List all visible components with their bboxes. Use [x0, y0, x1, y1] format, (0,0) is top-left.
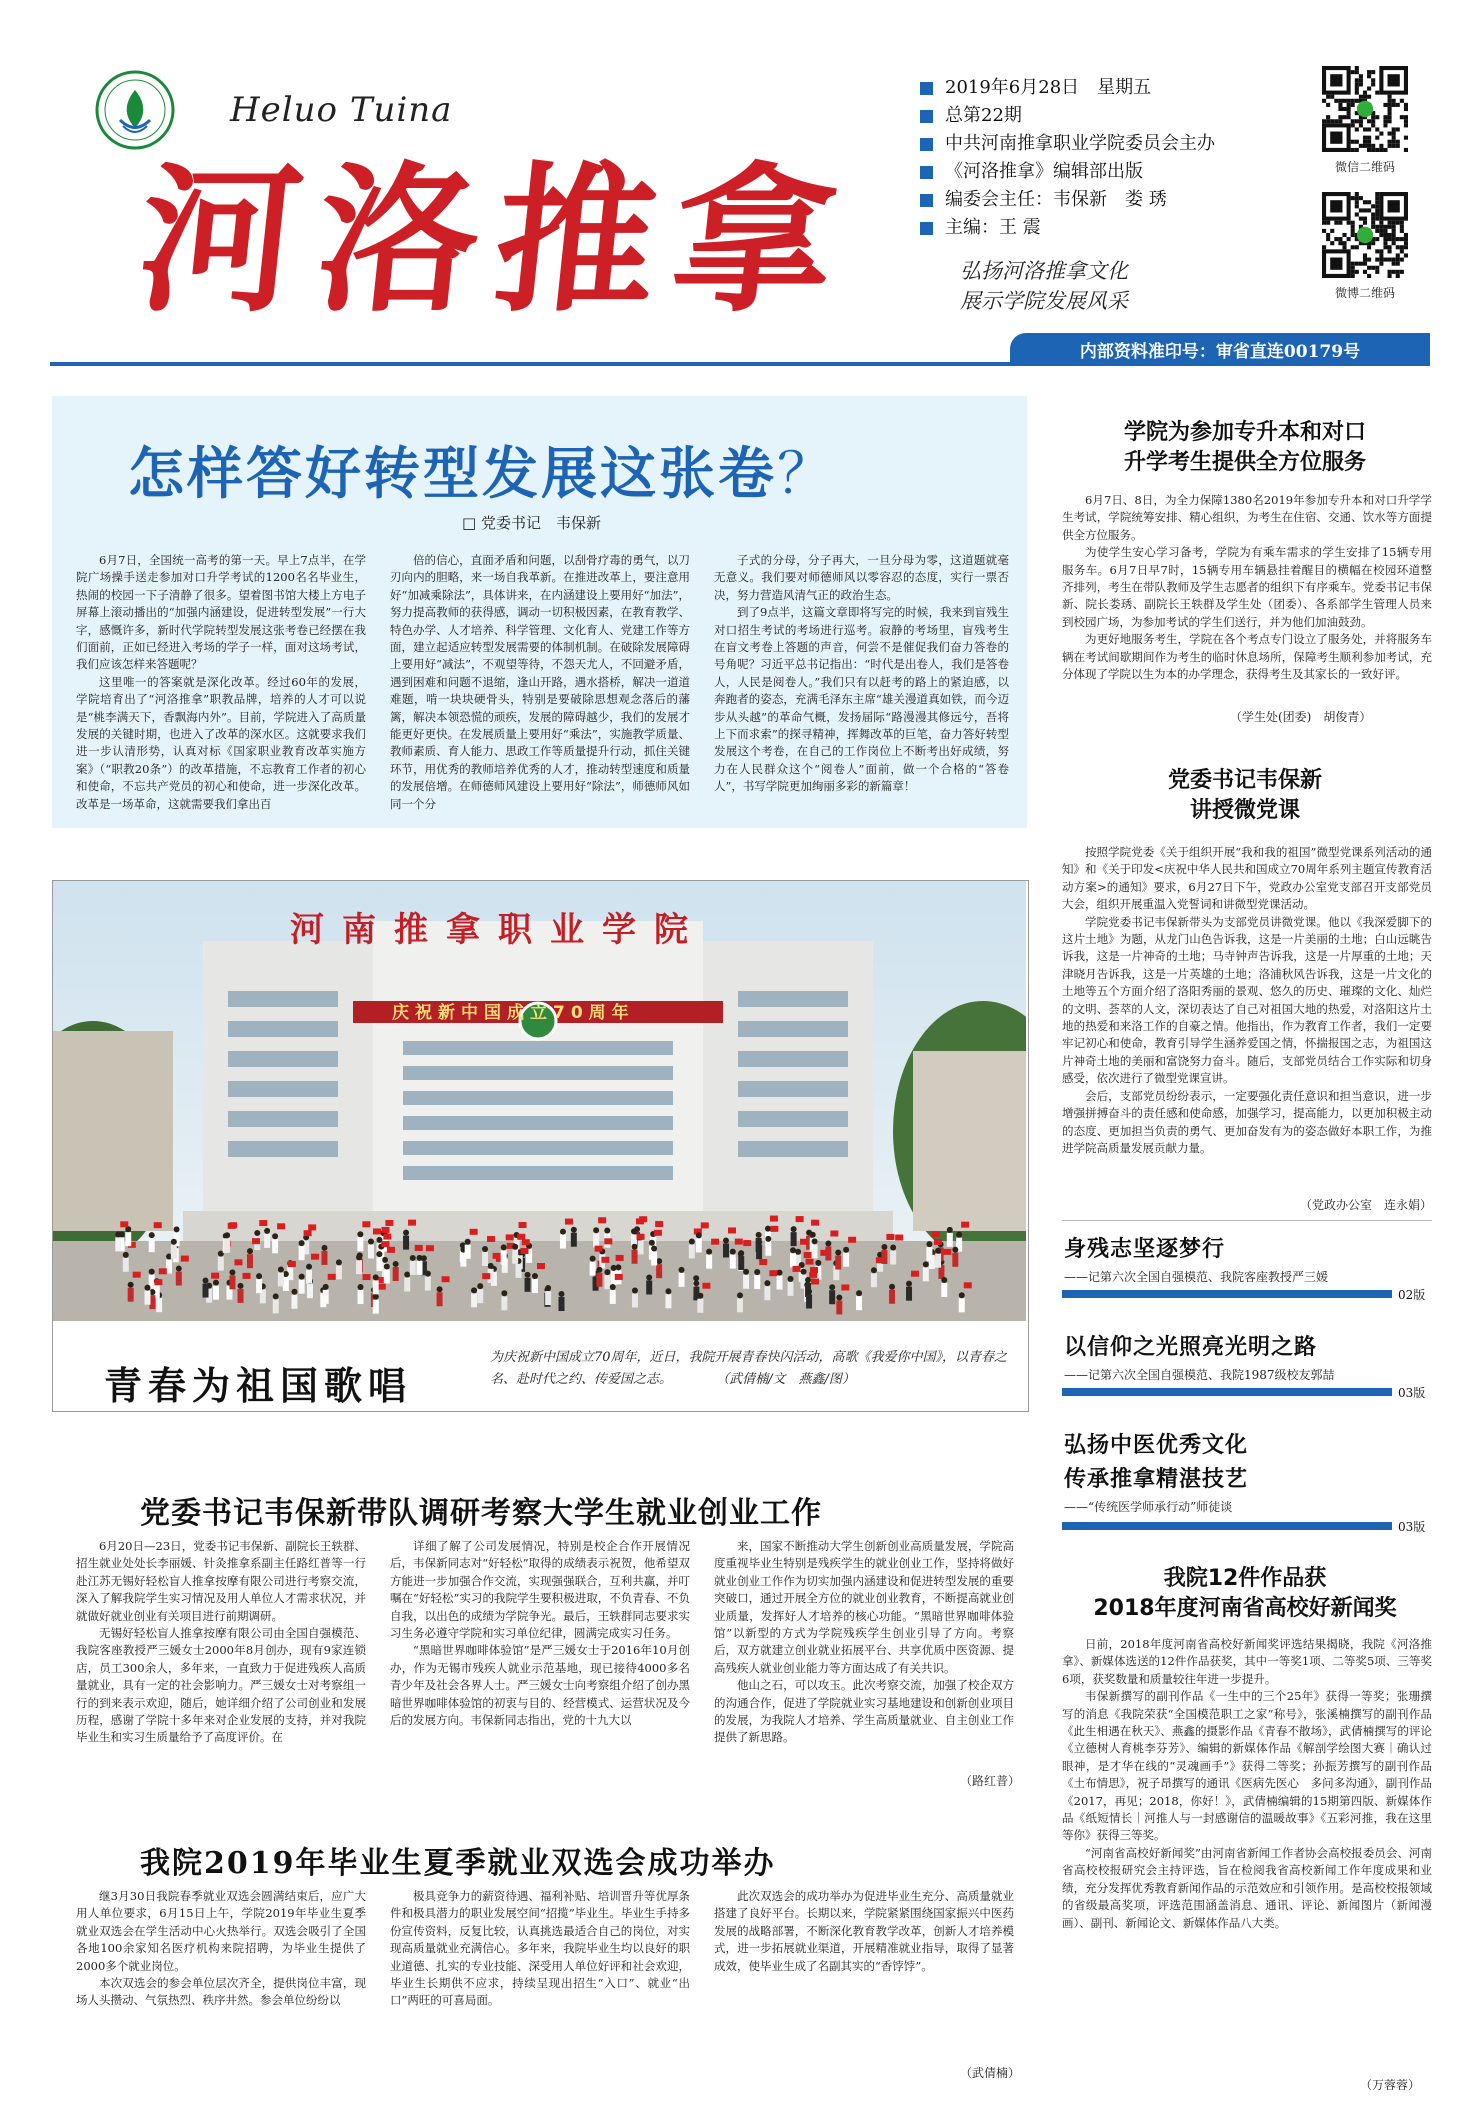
lead-byline: □ 党委书记 韦保新 [462, 514, 601, 532]
article-2-column-2 [390, 1538, 690, 1729]
paragraph: 6月7日，全国统一高考的第一天。早上7点半，在学院广场操手送走参加对口升学考试的1200名名毕业生，热闹的校园一下子清静了很多。望着图书馆大楼上方电子屏幕上滚动播出的“加强内涵建设，促进转型发展”一行大字，感慨许多，新时代学院转型发展这张考卷已经摆在我们面前，正如已经进入考场的学子一样，面对这场考试，我们应该怎样来答题呢？ [76, 553, 366, 672]
article-2-column-3 [714, 1538, 1014, 1747]
lead-column-1 [76, 552, 366, 813]
article-3-headline: 我院2019年毕业生夏季就业双选会成功举办 [140, 1846, 776, 1881]
issue-info-row [920, 158, 1215, 186]
article-3-credit: （武倩楠） [960, 2066, 1021, 2080]
teaser-3-subtitle: ——“传统医学师承行动”师徒谈 [1064, 1500, 1233, 1514]
right-article-2-headline-line-2: 讲授微党课 [1189, 798, 1300, 823]
right-article-1-headline [1060, 418, 1430, 478]
weibo-qr-code [1322, 192, 1408, 278]
right-article-1-credit: （学生处(团委) 胡俊青） [1230, 710, 1372, 724]
bullet-square-icon [920, 82, 933, 95]
right-article-2-body [1062, 844, 1432, 1157]
paragraph: 6月20日—23日，党委书记韦保新、副院长王轶群、招生就业处处长李丽媛、针灸推拿系副主任路红普等一行赴江苏无锡好轻松盲人推拿按摩有限公司进行考察交流，深入了解我院学生实习情况及用人单位人才需求状况，并就做好就业创业有关项目进行前期调研。 [76, 1539, 366, 1623]
paragraph: 为更好地服务考生，学院在各个考点专门设立了服务处，并将服务车辆在考试间歇期间作为考生的临时休息场所，保障考生顺利参加考试，充分体现了学院以生为本的办学理念，获得考生及其家长的一致好评。 [1062, 632, 1432, 682]
paragraph: 继3月30日我院春季就业双选会圆满结束后，应广大用人单位要求，6月15日上午，学院2019年毕业生夏季就业双选会在学生活动中心火热举行。双选会吸引了全国各地100余家知名医疗机构来院招聘，为毕业生提供了2000多个就业岗位。 [76, 1889, 366, 1973]
bullet-square-icon [920, 138, 933, 151]
issue-info-text: 《河洛推拿》编辑部出版 [945, 161, 1143, 182]
photo-caption-text: 为庆祝新中国成立70周年，近日，我院开展青春快闪活动，高歌《我爱你中国》，以青春之名、赴时代之约、传爱国之志。 [490, 1350, 1008, 1387]
paragraph: 为使学生安心学习备考，学院为有乘车需求的学生安排了15辆专用服务车。6月7日早7时，15辆专用车辆悬挂着醒目的横幅在校园环道整齐排列，考生在带队教师及学生志愿者的组织下有序乘车。党委书记韦保新、院长娄琇、副院长王轶群及学生处（团委）、各系部学生管理人员来到校园广场，为参加考试的学生们送行，并为他们加油鼓劲。 [1062, 545, 1432, 629]
right-article-3-body [1062, 1636, 1432, 1932]
paragraph: 详细了解了公司发展情况，特别是校企合作开展情况后，韦保新同志对“好轻松”取得的成绩表示祝贺，他希望双方能进一步加强合作交流，实现强强联合，互利共赢，并叮嘱在“好轻松”实习的我院学生要积极进取，不负青春、不负自我，以出色的成绩为学院争光。最后，王轶群同志要求实习生务必遵守学院和实习单位纪律，圆满完成实习任务。 [390, 1539, 690, 1641]
right-article-2-headline-line-1: 党委书记韦保新 [1167, 768, 1322, 793]
article-2-column-1 [76, 1538, 366, 1747]
right-article-2-credit: （党政办公室 连永娟） [1300, 1198, 1433, 1212]
paragraph: 来，国家不断推动大学生创新创业高质量发展，学院高度重视毕业生特别是残疾学生的就业创业工作，坚持将做好就业创业工作作为切实加强内涵建设和促进转型发展的重要突破口，通过开展全方位的就业创业教育，不断提高就业创业质量，发挥好人才培养的核心功能。“黑暗世界咖啡体验馆”以新型的方式为学院残疾学生创业引导了方向。考察后，双方就建立创业就业拓展平台、共享优质中医资源、提高残疾人就业创业能力等方面达成了有关共识。 [714, 1539, 1014, 1675]
bullet-square-icon [920, 110, 933, 123]
paragraph: 日前，2018年度河南省高校好新闻奖评选结果揭晓，我院《河洛推拿》、新媒体选送的12件作品获奖，其中一等奖1项、二等奖5项、三等奖6项，获奖数量和质量较往年进一步提升。 [1062, 1637, 1432, 1686]
teaser-3-page: 03版 [1398, 1520, 1426, 1534]
slogan-line-1: 弘扬河洛推拿文化 [960, 259, 1128, 283]
photo-caption [490, 1347, 1010, 1391]
teaser-2-subtitle: ——记第六次全国自强模范、我院1987级校友郭喆 [1064, 1368, 1335, 1382]
teaser-1-subtitle: ——记第六次全国自强模范、我院客座教授严三媛 [1064, 1270, 1329, 1284]
issue-info-row [920, 214, 1215, 242]
lead-headline-text: 怎样答好转型发展这张卷 [128, 442, 777, 507]
paragraph: 子式的分母，分子再大，一旦分母为零，这道题就毫无意义。我们要对师德师风以零容忍的态度，实行一票否决，努力营造风清气正的政治生态。 [714, 553, 1009, 602]
issue-info-row [920, 102, 1215, 130]
issue-info-text: 2019年6月28日 星期五 [945, 77, 1152, 98]
paragraph: 极具竞争力的薪资待遇、福利补贴、培训晋升等优厚条件和极具潜力的职业发展空间“招揽”毕业生。毕业生手持多份宣传资料，反复比较，认真挑选最适合自己的岗位，对实现高质量就业充满信心。多年来，我院毕业生均以良好的职业道德、扎实的专业技能、深受用人单位好评和社会欢迎，毕业生长期供不应求，持续呈现出招生“入口”、就业“出口”两旺的可喜局面。 [390, 1889, 690, 2008]
teaser-1-page: 02版 [1398, 1288, 1426, 1302]
lead-headline [128, 430, 836, 510]
paragraph: 韦保新撰写的副刊作品《一生中的三个25年》获得一等奖；张珊撰写的消息《我院荣获“全国模范职工之家”称号》，张溪楠撰写的副刊作品《此生相遇在秋天》、燕鑫的摄影作品《青春不散场》，武倩楠撰写的评论《立德树人育桃李芬芳》、编辑的新媒体作品《解剖学绘图大赛｜确认过眼神，是才华在线的“灵魂画手”》获得二等奖；孙振芳撰写的副刊作品《土布情思》，祝子昂撰写的通讯《医病先医心 多问多沟通》，副刊作品《2017，再见；2018，你好！》，武倩楠编辑的15期第四版、新媒体作品《纸短情长｜河推人与一封感谢信的温暖故事》《五彩河推，我在这里等你》获得三等奖。 [1062, 1689, 1432, 1843]
paragraph: 这里唯一的答案就是深化改革。经过60年的发展，学院培育出了“河洛推拿”职教品牌，培养的人才可以说是“桃李满天下，香飘海内外”。目前，学院进入了高质量发展的关键时期，也进入了改革的深水区。这就要求我们进一步认清形势，认真对标《国家职业教育改革实施方案》（“职教20条”）的改革措施，不忘教育工作者的初心和使命，不忘共产党员的初心和使命，进一步深化改革。改革是一场革命，这就需要我们拿出百 [76, 674, 366, 811]
photo-headline: 青春为祖国歌唱 [104, 1364, 413, 1408]
bullet-square-icon [920, 194, 933, 207]
paragraph: 到了9点半，这篇文章即将写完的时候，我来到盲残生对口招生考试的考场进行巡考。寂静的考场里，盲残考生在盲文考卷上答题的声音，何尝不是催促我们奋力答卷的号角呢？习近平总书记指出：“时代是出卷人，我们是答卷人，人民是阅卷人。”我们只有以赶考的路上的紧迫感，以奔跑者的姿态，充满毛泽东主席“雄关漫道真如铁，而今迈步从头越”的革命气概，发扬届际“路漫漫其修远兮，吾将上下而求索”的探寻精神，挥舞改革的巨笔，奋力答好转型发展这个考卷，在自己的工作岗位上不断考出好成绩，努力在人民群众这个“阅卷人”面前，做一个合格的“答卷人”，书写学院更加绚丽多彩的新篇章！ [714, 605, 1009, 794]
paragraph: 此次双选会的成功举办为促进毕业生充分、高质量就业搭建了良好平台。长期以来，学院紧紧围绕国家振兴中医药发展的战略部署，不断深化教育教学改革，创新人才培养模式，进一步拓展就业渠道，开展精准就业指导，取得了显著成效，使毕业生成了名副其实的“香饽饽”。 [714, 1889, 1014, 1973]
lead-column-3 [714, 552, 1009, 796]
issue-info-text: 编委会主任：韦保新 娄 琇 [945, 189, 1167, 210]
right-article-2-headline [1060, 766, 1430, 826]
masthead-title: 河洛推拿 [130, 146, 862, 334]
teaser-top-rule [1062, 1220, 1432, 1221]
paragraph: “河南省高校好新闻奖”由河南省新闻工作者协会高校报委员会、河南省高校校报研究会主持评选，旨在检阅我省高校新闻工作年度成果和业绩，充分发挥优秀教育新闻作品的示范效应和引领作用。是高校校报领域的省级最高奖项，评选范围涵盖消息、通讯、评论、新闻图片（新闻漫画）、副刊、新闻论文、新媒体作品八大类。 [1062, 1845, 1432, 1930]
teaser-1-bar [1062, 1290, 1392, 1298]
article-3-column-3 [714, 1888, 1014, 1975]
lead-headline-qmark: ？ [777, 442, 836, 507]
teaser-2-title[interactable]: 以信仰之光照亮光明之路 [1064, 1334, 1318, 1360]
right-article-3-headline [1060, 1564, 1430, 1624]
right-article-3-headline-line-2: 2018年度河南省高校好新闻奖 [1093, 1596, 1397, 1621]
lead-column-2 [390, 552, 690, 813]
article-2-credit: （路红普） [960, 1774, 1021, 1788]
bullet-square-icon [920, 222, 933, 235]
photo-caption-credit: （武倩楠/文 燕鑫/图） [716, 1372, 855, 1387]
issue-info-text: 中共河南推拿职业学院委员会主办 [945, 133, 1215, 154]
paragraph: 学院党委书记韦保新带头为支部党员讲微党课。他以《我深爱脚下的这片土地》为题，从龙门山色告诉我，这是一片美丽的土地；白山远眺告诉我，这是一片神奇的土地；马寺钟声告诉我，这是一片厚重的土地；天津晓月告诉我，这是一片英雄的土地；洛浦秋风告诉我，这是一片文化的土地等五个方面介绍了洛阳秀丽的景观、悠久的历史、璀璨的文化、灿烂的文明、荟萃的人文，深切表达了自己对祖国大地的热爱，对洛阳这片土地的热爱和来洛工作的自豪之情。他指出，作为教育工作者，我们一定要牢记初心和使命，教育引导学生涵养爱国之情，怀揣报国之志，为祖国这片神奇土地的美丽和富饶努力奋斗。随后，支部党员结合工作实际和切身感受，依次进行了微型党课宣讲。 [1062, 914, 1432, 1086]
article-3-column-2 [390, 1888, 690, 2010]
masthead-slogan [960, 256, 1128, 316]
building-sign: 河南推拿职业学院 [290, 910, 706, 950]
paragraph: “黑暗世界咖啡体验馆”是严三媛女士于2016年10月创办，作为无锡市残疾人就业示范基地，现已接待4000多名青少年及社会各界人士。严三媛女士向考察组介绍了创办黑暗世界咖啡体验馆的初衷与目的、经营模式、运营状况及今后的发展方向。韦保新同志指出，党的十九大以 [390, 1643, 690, 1728]
teaser-2-page: 03版 [1398, 1386, 1426, 1400]
college-logo [95, 70, 175, 150]
paragraph: 按照学院党委《关于组织开展“我和我的祖国”微型党课系列活动的通知》和《关于印发<庆祝中华人民共和国成立70周年系列主题宣传教育活动方案>的通知》要求，6月27日下午，党政办公室党支部召开支部党员大会，组织开展重温入党誓词和讲微型党课活动。 [1062, 845, 1432, 912]
issue-info-row [920, 186, 1215, 214]
issue-info-row [920, 74, 1215, 102]
article-3-column-1 [76, 1888, 366, 2010]
right-article-3-headline-line-1: 我院12件作品获 [1163, 1566, 1327, 1591]
celebration-banner: 庆祝新中国成立70周年 [392, 1003, 635, 1023]
article-2-headline: 党委书记韦保新带队调研考察大学生就业创业工作 [140, 1496, 822, 1531]
teaser-3-title-line-2[interactable]: 传承推拿精湛技艺 [1064, 1466, 1249, 1492]
right-article-1-body [1062, 492, 1432, 683]
paragraph: 会后，支部党员纷纷表示，一定要强化责任意识和担当意识，进一步增强拼搏奋斗的责任感和使命感，加强学习，提高能力，以更加积极主动的态度、更加担当负责的勇气、更加奋发有为的姿态做好本职工作，为推进学院高质量发展贡献力量。 [1062, 1088, 1432, 1155]
teaser-2-bar [1062, 1388, 1392, 1396]
paragraph: 无锡好轻松盲人推拿按摩有限公司由全国自强模范、我院客座教授严三媛女士2000年8月创办，现有9家连锁店，员工300余人，多年来，一直致力于促进残疾人高质量就业，具有一定的社会影响力。严三媛女士对考察组一行的到来表示欢迎，随后，她详细介绍了公司创业和发展历程，感谢了学院十多年来对企业发展的支持，并对我院毕业生和实习生质量给予了高度评价。在 [76, 1626, 366, 1745]
paragraph: 倍的信心，直面矛盾和问题，以刮骨疗毒的勇气，以刀刃向内的胆略，来一场自我革新。在推进改革上，要注意用好“加减乘除法”，具体讲来，在内涵建设上要用好“加法”，努力提高教师的获得感，调动一切积极因素，在教育教学、特色办学、人才培养、科学管理、文化育人、党建工作等方面，建立起适应转型发展需要的体制机制。在破除发展障碍上要用好“减法”，不观望等待，不怨天尤人，不回避矛盾，遇到困难和问题不退缩，逢山开路，遇水搭桥，解决一道道难题，啃一块块硬骨头，特别是要破除思想观念落后的藩篱，解决本领恐慌的顽疾，发展的障碍越少，我们的发展才能更好更快。在发展质量上要用好“乘法”，实施教学质量、教师素质、育人能力、思政工作等质量提升行动，抓住关键环节，用优秀的教师培养优秀的人才，推动转型速度和质量的发展倍增。在师德师风建设上要用好“除法”，师德师风如同一个分 [390, 553, 690, 811]
bullet-square-icon [920, 166, 933, 179]
publication-permit: 内部资料准印号：审省直连00179号 [1010, 333, 1430, 365]
paragraph: 本次双选会的参会单位层次齐全，提供岗位丰富，现场人头攒动、气氛热烈、秩序井然。参会单位纷纷以 [76, 1976, 366, 2008]
right-article-3-credit: （万蓉蓉） [1360, 2078, 1421, 2092]
teaser-3-title-line-1[interactable]: 弘扬中医优秀文化 [1064, 1432, 1249, 1458]
teaser-3-bar [1062, 1522, 1392, 1530]
issue-info-row [920, 130, 1215, 158]
slogan-line-2: 展示学院发展风采 [960, 289, 1128, 313]
right-article-1-headline-line-1: 学院为参加专升本和对口 [1123, 420, 1366, 445]
teaser-1-title[interactable]: 身残志坚逐梦行 [1064, 1236, 1226, 1262]
paragraph: 6月7日、8日，为全力保障1380名2019年参加专升本和对口升学学生考试，学院统筹安排、精心组织，为考生在住宿、交通、饮水等方面提供全方位服务。 [1062, 493, 1432, 542]
issue-info-text: 总第22期 [945, 105, 1022, 126]
masthead-pinyin: Heluo Tuina [230, 90, 453, 130]
right-article-1-headline-line-2: 升学考生提供全方位服务 [1123, 450, 1366, 475]
wechat-qr-code [1322, 66, 1408, 152]
issue-info-text: 主编：王 震 [945, 217, 1041, 238]
weibo-qr-caption: 微博二维码 [1334, 286, 1395, 300]
issue-info [920, 74, 1215, 242]
masthead-divider [50, 362, 1430, 366]
paragraph: 他山之石，可以攻玉。此次考察交流，加强了校企双方的沟通合作，促进了学院就业实习基地建设和创新创业项目的发展，为我院人才培养、学生高质量就业、自主创业工作提供了新思路。 [714, 1678, 1014, 1745]
wechat-qr-caption: 微信二维码 [1334, 160, 1395, 174]
